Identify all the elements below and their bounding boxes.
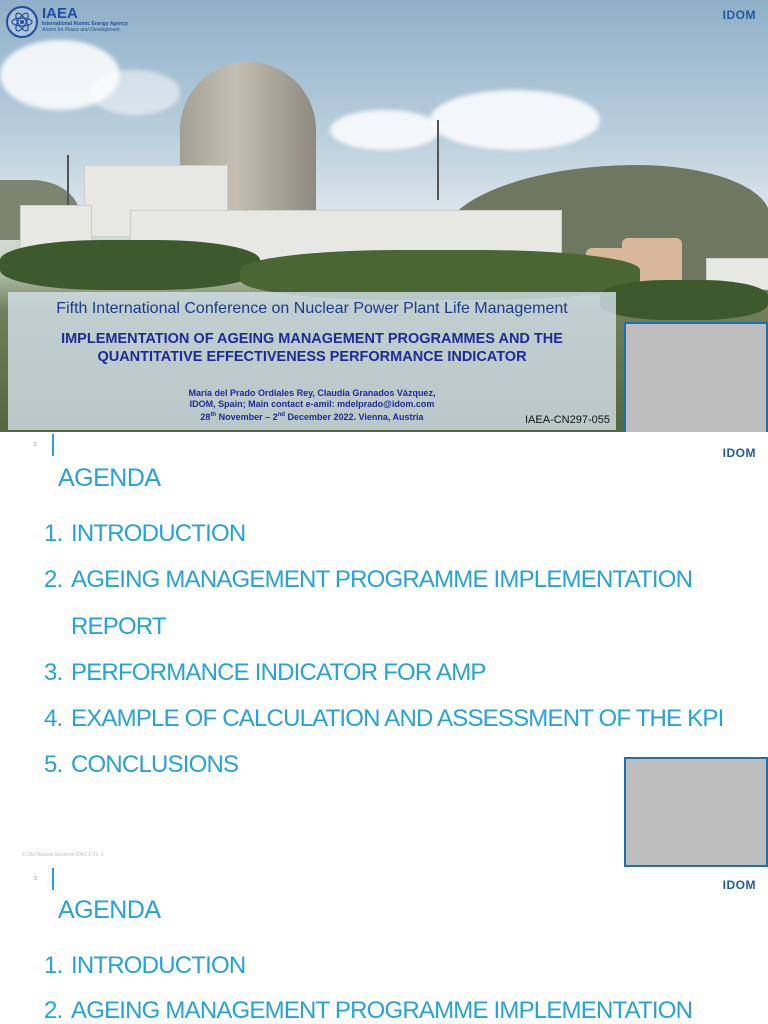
agenda-item: 3. PERFORMANCE INDICATOR FOR AMP [44, 659, 486, 686]
agenda-slide [0, 868, 768, 1024]
agenda-item: 2. AGEING MANAGEMENT PROGRAMME IMPLEMENTATION [44, 566, 693, 593]
placeholder-box [624, 322, 768, 432]
agenda-title: AGENDA [58, 464, 161, 492]
accent-bar [52, 868, 54, 890]
iaea-logo [6, 6, 128, 38]
cloud [90, 70, 180, 115]
conference-name: Fifth International Conference on Nuclear Power Plant Life Management [56, 300, 568, 317]
presentation-title [8, 330, 616, 366]
conference-banner [8, 292, 616, 430]
page-number: 2 [34, 442, 37, 448]
agenda-item: REPORT [71, 613, 166, 640]
paper-reference: IAEA-CN297-055 [525, 414, 610, 426]
trees [600, 280, 768, 320]
title-slide [0, 0, 768, 432]
iaea-subtitle: International Atomic Energy Agency [42, 21, 128, 27]
cloud [430, 90, 600, 150]
event-date: 28th November – 2nd December 2022. Vienna, Austria [200, 412, 424, 422]
trees [0, 240, 260, 290]
footer-text: © Old Nuclear Services 0041 1 V1, 1 [22, 852, 104, 858]
iaea-atom-icon [6, 6, 38, 38]
idom-logo: IDOM [722, 878, 756, 892]
iaea-name: IAEA [42, 5, 78, 22]
title-line-1: IMPLEMENTATION OF AGEING MANAGEMENT PROGRAMMES AND THE [61, 331, 563, 347]
authors: María del Prado Ordiales Rey, Claudia Granados Vázquez, [188, 388, 436, 398]
affiliation: IDOM, Spain; Main contact e-amil: mdelprado@idom.com [189, 399, 435, 409]
agenda-item: 1. INTRODUCTION [44, 952, 246, 979]
agenda-item: 5. CONCLUSIONS [44, 751, 239, 778]
agenda-slide [0, 432, 768, 868]
agenda-item: 1. INTRODUCTION [44, 520, 246, 547]
antenna [437, 120, 439, 200]
iaea-motto: Atoms for Peace and Development [42, 27, 120, 33]
agenda-item: 2. AGEING MANAGEMENT PROGRAMME IMPLEMENTATION [44, 997, 693, 1024]
page-number: 3 [34, 876, 37, 882]
agenda-item: 4. EXAMPLE OF CALCULATION AND ASSESSMENT OF THE KPI [44, 705, 724, 732]
idom-logo: IDOM [722, 446, 756, 460]
accent-bar [52, 434, 54, 456]
idom-logo: IDOM [722, 8, 756, 22]
title-line-2: QUANTITATIVE EFFECTIVENESS PERFORMANCE INDICATOR [97, 349, 527, 365]
cloud [330, 110, 440, 150]
placeholder-box [624, 757, 768, 867]
agenda-title: AGENDA [58, 896, 161, 924]
